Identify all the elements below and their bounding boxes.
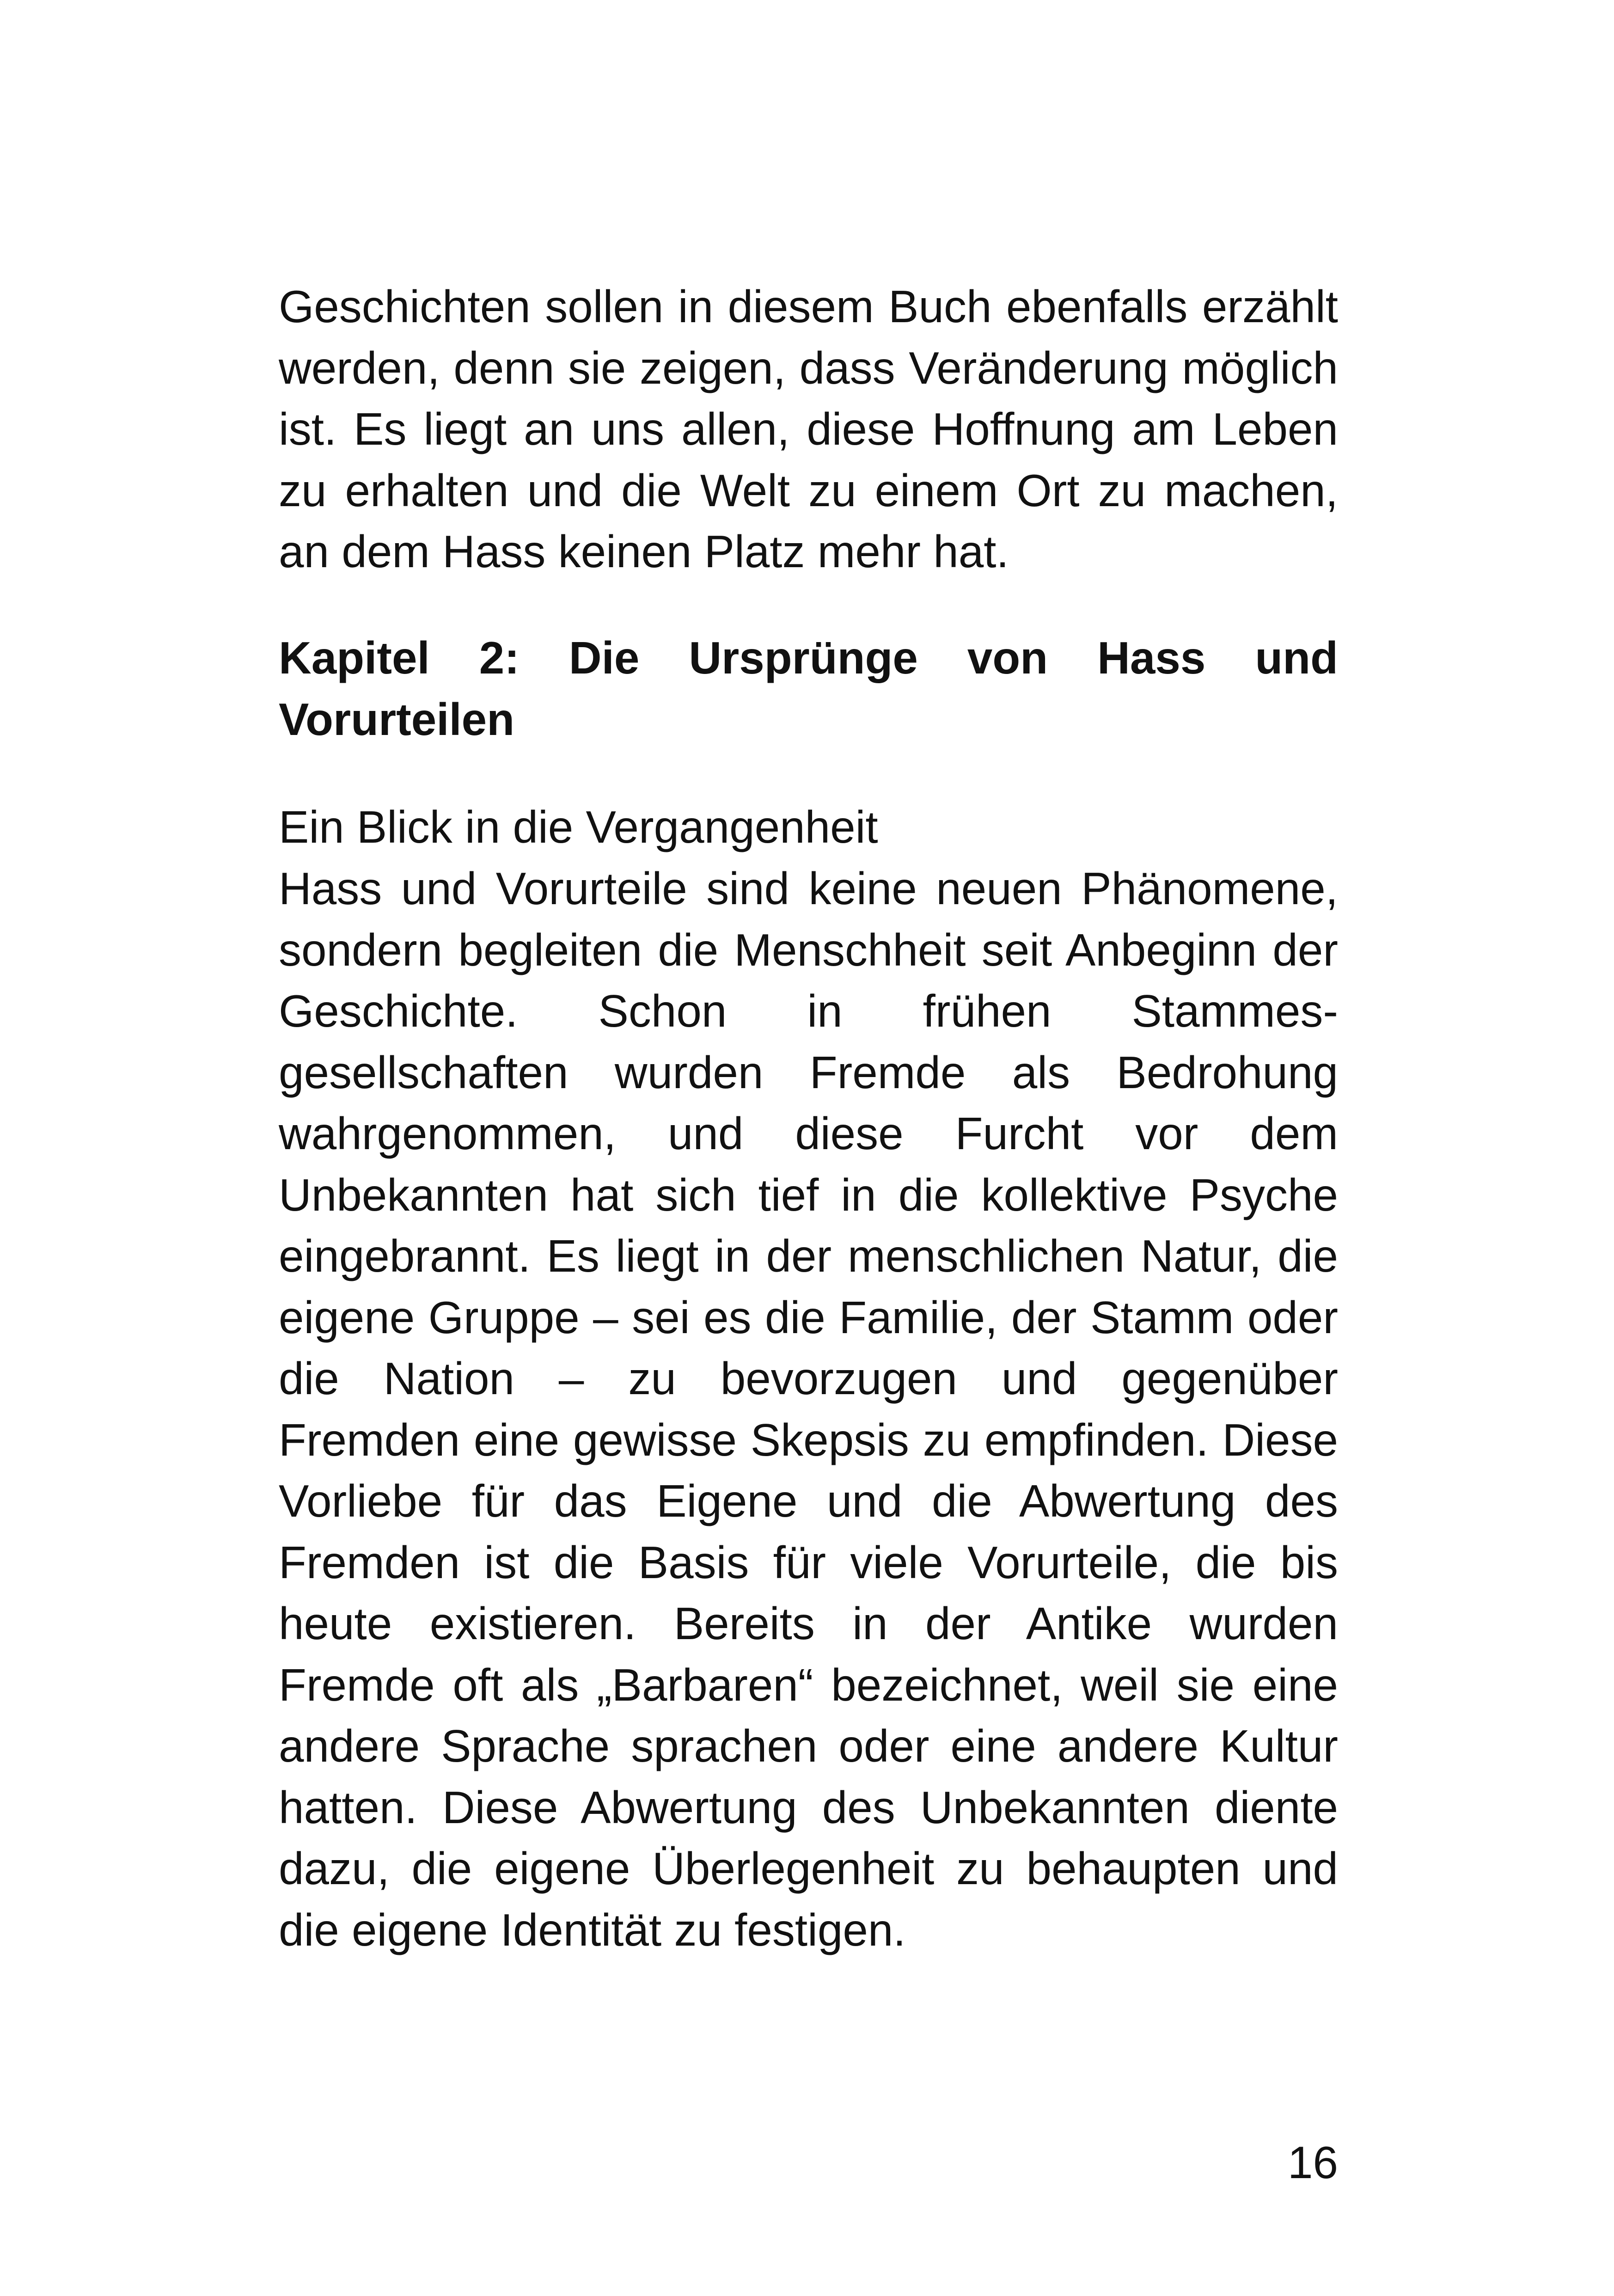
intro-paragraph: Geschichten sollen in diesem Buch ebenfalls erzählt werden, denn sie zeigen, dass Veränderung möglich ist. Es liegt an uns allen, diese Hoffnung am Leben zu erhalten und die Welt zu einem Ort zu machen, an dem Hass keinen Platz mehr hat. bbox=[279, 281, 1338, 577]
page-number: 16 bbox=[1287, 2137, 1338, 2188]
body-paragraph: Hass und Vorurteile sind keine neuen Phänomene, sondern begleiten die Menschheit seit Anbeginn der Geschichte. Schon in frühen Stammesgesellschaften wurden Fremde als Bedrohung wahrgenommen, und diese Furcht vor dem Unbekannten hat sich tief in die kollektive Psyche eingebrannt. Es liegt in der menschlichen Natur, die eigene Gruppe – sei es die Familie, der Stamm oder die Nation – zu bevorzugen und gegenüber Fremden eine gewisse Skepsis zu empfinden. Diese Vorliebe für das Eigene und die Abwertung des Fremden ist die Basis für viele Vorurteile, die bis heute existieren. Bereits in der Antike wurden Fremde oft als „Barbaren“ bezeichnet, weil sie eine andere Sprache sprachen oder eine andere Kultur hatten. Diese Abwertung des Unbekannten diente dazu, die eigene Überlegenheit zu behaupten und die eigene Identität zu festigen. bbox=[279, 863, 1338, 1955]
section-title: Ein Blick in die Vergangenheit bbox=[279, 802, 878, 852]
chapter-heading: Kapitel 2: Die Ursprünge von Hass und Vorurteilen bbox=[279, 632, 1338, 745]
